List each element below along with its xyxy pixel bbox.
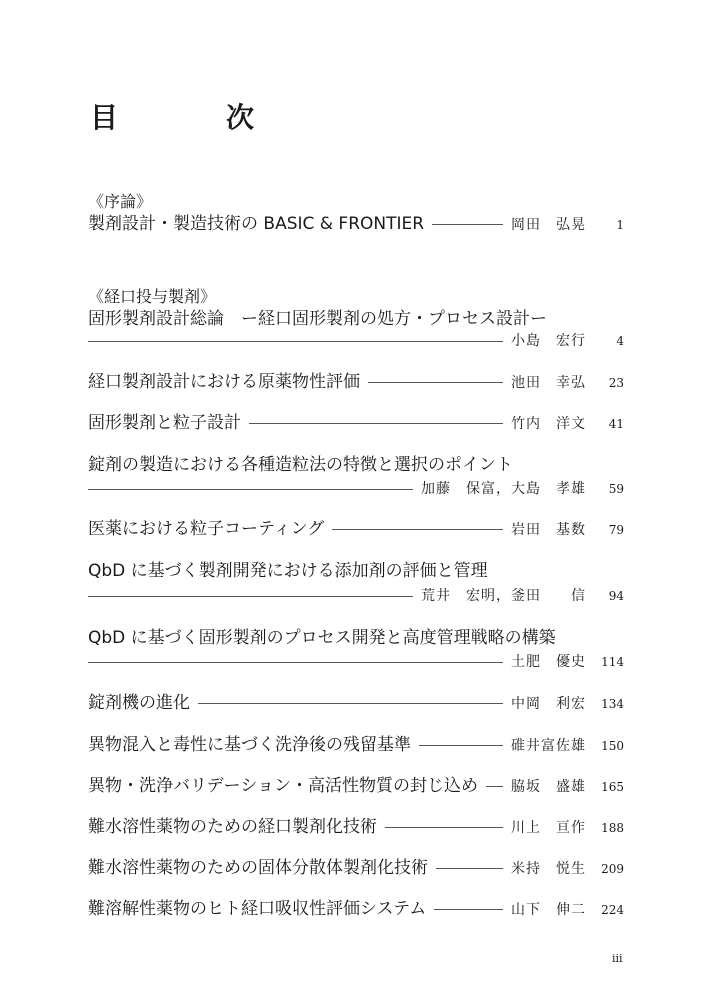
toc-entry-title: 経口製剤設計における原薬物性評価 xyxy=(88,372,360,392)
toc-entry-author: 岡田 弘晃 xyxy=(511,216,586,233)
toc-entry-page: 209 xyxy=(601,861,624,876)
toc-entry-author: 米持 悦生 xyxy=(511,860,586,877)
toc-entry-page: 150 xyxy=(601,738,624,753)
toc-entry-page: 114 xyxy=(601,655,624,669)
section-label-oral-dosage: 《経口投与製剤》 xyxy=(88,287,217,306)
toc-entry-title[interactable]: 錠剤の製造における各種造粒法の特徴と選択のポイント xyxy=(88,455,513,475)
page-title: 目 次 xyxy=(90,101,295,134)
toc-entry-title: 異物混入と毒性に基づく洗浄後の残留基準 xyxy=(88,735,411,755)
toc-entry-page: 188 xyxy=(601,820,624,835)
toc-entry[interactable] xyxy=(88,482,624,496)
leader-line xyxy=(332,529,503,530)
toc-entry-page: 4 xyxy=(616,334,624,348)
toc-entry-author: 岩田 基数 xyxy=(511,521,586,538)
leader-line xyxy=(88,341,503,342)
toc-entry[interactable] xyxy=(88,589,624,603)
page-folio: iii xyxy=(612,952,623,965)
toc-entry[interactable] xyxy=(88,374,624,391)
toc-entry-page: 59 xyxy=(608,482,624,496)
toc-entry[interactable] xyxy=(88,819,624,836)
toc-entry[interactable] xyxy=(88,860,624,877)
toc-entry-author: 荒井 宏明，釜田 信 xyxy=(421,588,586,604)
toc-entry-author: 加藤 保富，大島 孝雄 xyxy=(421,481,586,497)
toc-entry-author: 碓井富佐雄 xyxy=(511,737,586,754)
toc-entry-title[interactable]: QbD に基づく製剤開発における添加剤の評価と管理 xyxy=(88,561,488,581)
toc-entry-author: 土肥 優史 xyxy=(511,654,586,670)
toc-entry-page: 23 xyxy=(608,375,624,390)
toc-entry[interactable] xyxy=(88,415,624,432)
toc-entry-page: 41 xyxy=(608,416,624,431)
toc-entry[interactable] xyxy=(88,737,624,754)
section-label-introduction: 《序論》 xyxy=(88,192,153,211)
toc-entry-author: 池田 幸弘 xyxy=(511,374,586,391)
toc-entry[interactable] xyxy=(88,216,624,233)
toc-entry-title: 異物・洗浄バリデーション・高活性物質の封じ込め xyxy=(88,776,478,796)
leader-line xyxy=(88,489,413,490)
leader-line xyxy=(368,382,503,383)
toc-entry-author: 小島 宏行 xyxy=(511,333,586,349)
leader-line xyxy=(434,909,503,910)
toc-entry-page: 134 xyxy=(601,696,624,711)
toc-entry[interactable] xyxy=(88,778,624,795)
leader-line xyxy=(88,596,413,597)
toc-entry-page: 165 xyxy=(601,779,624,794)
leader-line xyxy=(436,868,503,869)
leader-line xyxy=(486,786,503,787)
leader-line xyxy=(198,703,503,704)
toc-entry-author: 川上 亘作 xyxy=(511,819,586,836)
toc-entry[interactable] xyxy=(88,521,624,538)
leader-line xyxy=(249,423,503,424)
toc-entry-title: 錠剤機の進化 xyxy=(88,693,190,713)
toc-entry-author: 竹内 洋文 xyxy=(511,415,586,432)
toc-entry-page: 1 xyxy=(616,217,624,232)
toc-entry-title: 製剤設計・製造技術の BASIC & FRONTIER xyxy=(88,214,425,234)
toc-entry-title: 医薬における粒子コーティング xyxy=(88,519,325,539)
toc-entry-title: 難水溶性薬物のための固体分散体製剤化技術 xyxy=(88,858,428,878)
toc-entry-title[interactable]: 固形製剤設計総論 ー経口固形製剤の処方・プロセス設計ー xyxy=(88,309,547,329)
toc-entry-title[interactable]: QbD に基づく固形製剤のプロセス開発と高度管理戦略の構築 xyxy=(88,628,556,648)
toc-entry-title: 難水溶性薬物のための経口製剤化技術 xyxy=(88,817,377,837)
toc-entry[interactable] xyxy=(88,334,624,348)
toc-entry-page: 224 xyxy=(601,902,624,917)
toc-entry-author: 中岡 利宏 xyxy=(511,695,586,712)
leader-line xyxy=(432,224,503,225)
toc-entry-author: 脇坂 盛雄 xyxy=(511,778,586,795)
toc-entry[interactable] xyxy=(88,901,624,918)
toc-entry-page: 79 xyxy=(608,522,624,537)
toc-entry-title: 難溶解性薬物のヒト経口吸収性評価システム xyxy=(88,899,427,919)
leader-line xyxy=(419,745,503,746)
leader-line xyxy=(385,827,503,828)
toc-entry[interactable] xyxy=(88,655,624,669)
toc-entry-author: 山下 伸二 xyxy=(511,901,586,918)
toc-entry-page: 94 xyxy=(608,589,624,603)
toc-entry-title: 固形製剤と粒子設計 xyxy=(88,413,241,433)
leader-line xyxy=(88,662,503,663)
toc-entry[interactable] xyxy=(88,695,624,712)
